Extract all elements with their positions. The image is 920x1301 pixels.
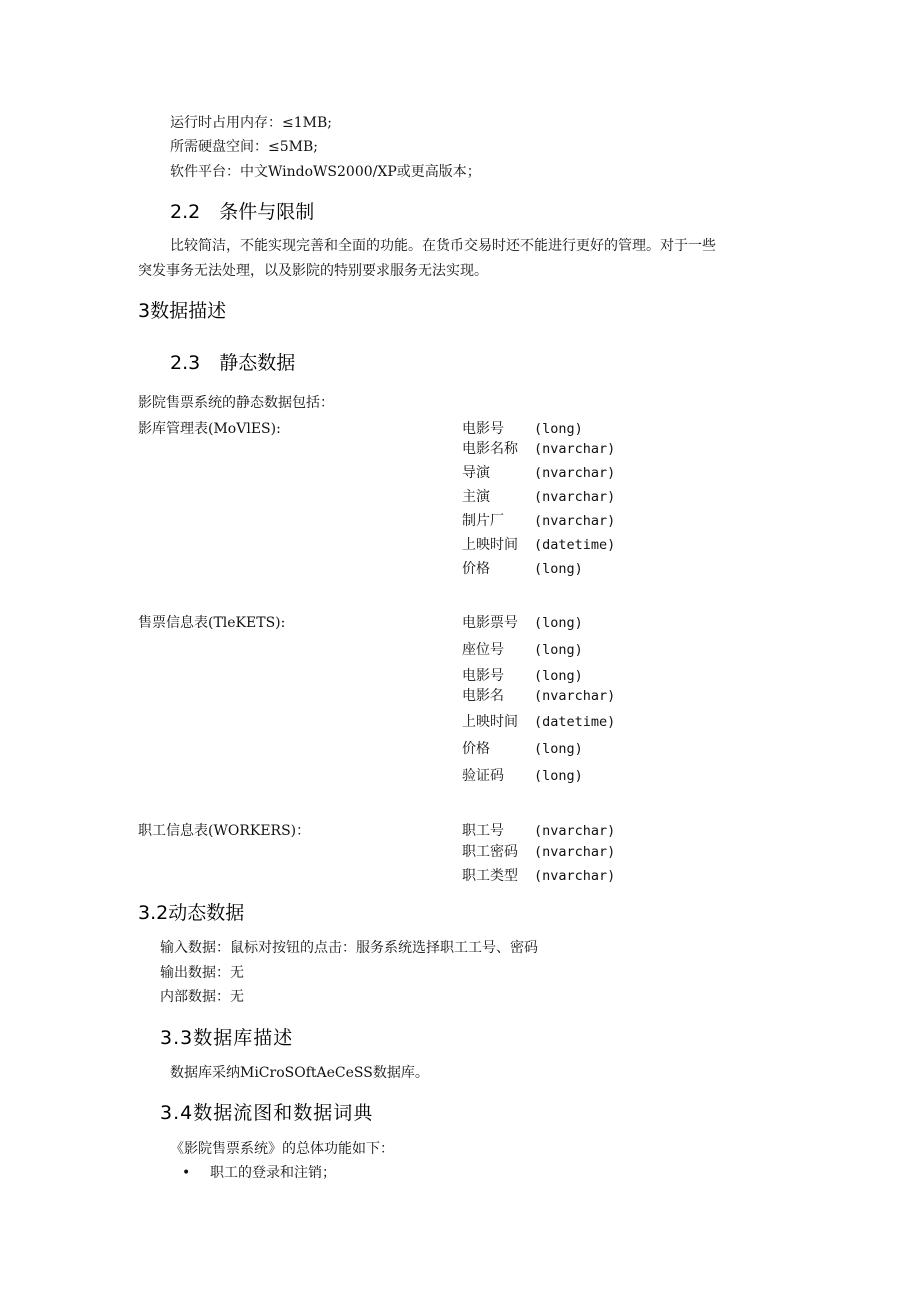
- tickets-field-row: [462, 713, 615, 731]
- field-type: (nvarchar): [534, 844, 616, 860]
- section-3-3-heading: 3.3数据库描述: [160, 1027, 294, 1049]
- movies-field-row: [462, 440, 615, 458]
- field-type: (long): [534, 642, 583, 658]
- section-2-3-heading: 2.3 静态数据: [170, 352, 296, 374]
- field-name: 职工密码: [462, 844, 518, 860]
- database-description: 数据库采纳MiCroSOftAeCeSS数据库。: [170, 1065, 429, 1081]
- field-name: 价格: [462, 741, 490, 757]
- workers-field-row: [462, 822, 615, 840]
- section-2-2-heading: 2.2 条件与限制: [170, 201, 315, 223]
- field-type: (long): [534, 561, 583, 577]
- field-type: (datetime): [534, 537, 616, 553]
- movies-field-row: [462, 488, 615, 506]
- static-data-intro: 影院售票系统的静态数据包括：: [138, 395, 334, 411]
- tickets-field-row: [462, 740, 583, 758]
- section-2-2-paragraph-line2: 突发事务无法处理，以及影院的特别要求服务无法实现。: [138, 263, 488, 279]
- movies-field-row: [462, 536, 615, 554]
- field-name: 电影名: [462, 688, 504, 704]
- section-3-heading: 3数据描述: [138, 300, 227, 322]
- field-name: 职工号: [462, 823, 504, 839]
- tickets-field-row: [462, 767, 583, 785]
- tickets-field-row: [462, 614, 583, 632]
- field-type: (long): [534, 615, 583, 631]
- field-type: (long): [534, 768, 583, 784]
- field-type: (nvarchar): [534, 489, 616, 505]
- field-name: 电影号: [462, 421, 504, 437]
- memory-requirement: 运行时占用内存：≤1MB;: [170, 115, 332, 131]
- disk-requirement: 所需硬盘空间：≤5MB;: [170, 139, 318, 155]
- field-name: 主演: [462, 489, 490, 505]
- field-type: (long): [534, 741, 583, 757]
- platform-requirement: 软件平台：中文WindoWS2000/XP或更高版本；: [170, 164, 481, 180]
- field-name: 职工类型: [462, 868, 518, 884]
- field-name: 电影票号: [462, 615, 518, 631]
- section-2-2-paragraph-line1: 比较简洁，不能实现完善和全面的功能。在货币交易时还不能进行更好的管理。对于一些: [170, 238, 716, 254]
- section-3-2-heading: 3.2动态数据: [138, 902, 245, 924]
- field-type: (nvarchar): [534, 513, 616, 529]
- movies-field-row: [462, 420, 583, 438]
- internal-data-line: 内部数据：无: [160, 989, 244, 1005]
- section-3-4-heading: 3.4数据流图和数据词典: [160, 1102, 374, 1124]
- field-type: (nvarchar): [534, 868, 616, 884]
- field-type: (long): [534, 668, 583, 684]
- field-name: 价格: [462, 561, 490, 577]
- field-name: 制片厂: [462, 513, 504, 529]
- workers-field-row: [462, 867, 615, 885]
- field-type: (long): [534, 421, 583, 437]
- field-name: 电影名称: [462, 441, 518, 457]
- function-intro: 《影院售票系统》的总体功能如下：: [170, 1141, 394, 1157]
- field-name: 座位号: [462, 642, 504, 658]
- input-data-line: 输入数据：鼠标对按钮的点击：服务系统选择职工工号、密码: [160, 940, 538, 956]
- workers-field-row: [462, 843, 615, 861]
- tickets-field-row: [462, 641, 583, 659]
- field-name: 验证码: [462, 768, 504, 784]
- field-name: 导演: [462, 465, 490, 481]
- field-type: (nvarchar): [534, 441, 616, 457]
- workers-table-label: 职工信息表(WORKERS)：: [138, 823, 311, 839]
- field-type: (nvarchar): [534, 465, 616, 481]
- movies-table-label: 影库管理表(MoVlES):: [138, 421, 281, 437]
- output-data-line: 输出数据：无: [160, 965, 244, 981]
- movies-field-row: [462, 512, 615, 530]
- bullet-dot: •: [182, 1165, 191, 1181]
- field-name: 电影号: [462, 668, 504, 684]
- tickets-field-row: [462, 667, 583, 685]
- function-list-item: 职工的登录和注销；: [210, 1165, 336, 1181]
- field-type: (nvarchar): [534, 688, 616, 704]
- movies-field-row: [462, 560, 583, 578]
- field-type: (datetime): [534, 714, 616, 730]
- movies-field-row: [462, 464, 615, 482]
- field-type: (nvarchar): [534, 823, 616, 839]
- tickets-table-label: 售票信息表(TleKETS):: [138, 615, 286, 631]
- tickets-field-row: [462, 687, 615, 705]
- field-name: 上映时间: [462, 714, 518, 730]
- field-name: 上映时间: [462, 537, 518, 553]
